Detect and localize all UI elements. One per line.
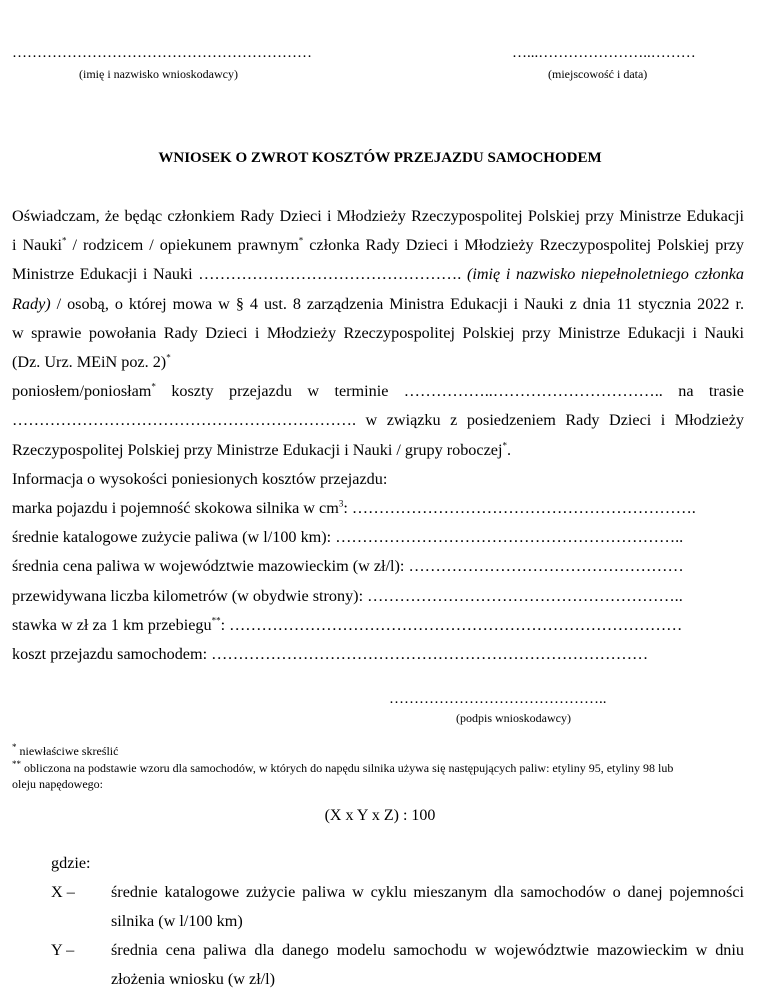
definition-x-text-continued: silnika (w l/100 km) bbox=[111, 912, 243, 930]
declaration-line-5: w sprawie powołania Rady Dzieci i Młodzieży Rzeczypospolitej Polskiej przy Ministrze Edukacji i Nauki bbox=[12, 323, 744, 342]
rate-per-km-line: stawka w zł za 1 km przebiegu**: ………………………………………………………………………… bbox=[12, 615, 683, 634]
definition-x-label: X – bbox=[51, 883, 75, 901]
definition-y-label: Y – bbox=[51, 941, 75, 959]
document-title: WNIOSEK O ZWROT KOSZTÓW PRZEJAZDU SAMOCHODEM bbox=[158, 150, 602, 166]
total-cost-line: koszt przejazdu samochodem: ……………………………………………………………………… bbox=[12, 645, 649, 664]
declaration-line-1: Oświadczam, że będąc członkiem Rady Dzieci i Młodzieży Rzeczypospolitej Polskiej przy Ministrze Edukacji bbox=[12, 207, 744, 225]
engine-capacity-line: marka pojazdu i pojemność skokowa silnika w $cm^3$: ………………………………………………………. bbox=[12, 498, 696, 518]
definition-x-text: średnie katalogowe zużycie paliwa w cyklu mieszanym dla samochodów o danej pojemności bbox=[111, 883, 744, 901]
fuel-consumption-line: średnie katalogowe zużycie paliwa (w l/100 km): ……………………………………………………….. bbox=[12, 528, 684, 547]
definitions-intro: gdzie: bbox=[51, 854, 91, 872]
declaration-line-9: Rzeczypospolitej Polskiej przy Ministrze Edukacji i Nauki / grupy roboczej*. bbox=[12, 440, 511, 459]
declaration bbox=[12, 202, 744, 669]
definition-y-text-continued: złożenia wniosku (w zł/l) bbox=[111, 970, 276, 988]
signature-dots: …………………………………….. bbox=[389, 691, 607, 707]
footnote-1: * niewłaściwe skreślić bbox=[12, 742, 119, 758]
footnote-2-continued: oleju napędowego: bbox=[12, 777, 103, 791]
declaration-line-4: Rady) / osobą, o której mowa w § 4 ust. 8 zarządzenia Ministra Edukacji i Nauki z dnia 11 stycznia 2022 r. bbox=[12, 294, 744, 313]
declaration-line-8: ………………………………………………………. w związku z posiedzeniem Rady Dzieci i Młodzieży bbox=[12, 411, 744, 430]
definition-y-text: średnia cena paliwa dla danego modelu samochodu w województwie mazowieckim w dniu bbox=[111, 941, 744, 959]
declaration-line-3: Ministrze Edukacji i Nauki …………………………………………. (imię i nazwisko niepełnoletniego członka bbox=[12, 265, 744, 284]
applicant-name-dots: …………………………………………………… bbox=[12, 45, 312, 61]
declaration-line-2: i Nauki* / rodzicem / opiekunem prawnym* członka Rady Dzieci i Młodzieży Rzeczypospolitej Polskiej przy bbox=[12, 235, 744, 255]
signature-label: (podpis wnioskodawcy) bbox=[456, 711, 571, 725]
cost-formula: (X x Y x Z) : 100 bbox=[324, 807, 436, 824]
fuel-price-line: średnia cena paliwa w województwie mazowieckim (w zł/l): …………………………………………… bbox=[12, 557, 684, 576]
declaration-line-6: (Dz. Urz. MEiN poz. 2)* bbox=[12, 352, 171, 372]
place-date-dots: …...…………………..……… bbox=[512, 45, 696, 61]
declaration-line-7: poniosłem/poniosłam* koszty przejazdu w terminie ……………..………………………….. na trasie bbox=[12, 381, 744, 401]
footnote-2: ** obliczona na podstawie wzoru dla samochodów, w których do napędu silnika używa się następujących paliw: etyliny 95, etyliny 98 lub bbox=[12, 759, 674, 775]
costs-intro: Informacja o wysokości poniesionych kosztów przejazdu: bbox=[12, 469, 388, 488]
applicant-name-label: (imię i nazwisko wnioskodawcy) bbox=[79, 67, 238, 81]
kilometers-line: przewidywana liczba kilometrów (w obydwie strony): ………………………………………………….. bbox=[12, 586, 683, 605]
place-date-label: (miejscowość i data) bbox=[548, 67, 648, 81]
